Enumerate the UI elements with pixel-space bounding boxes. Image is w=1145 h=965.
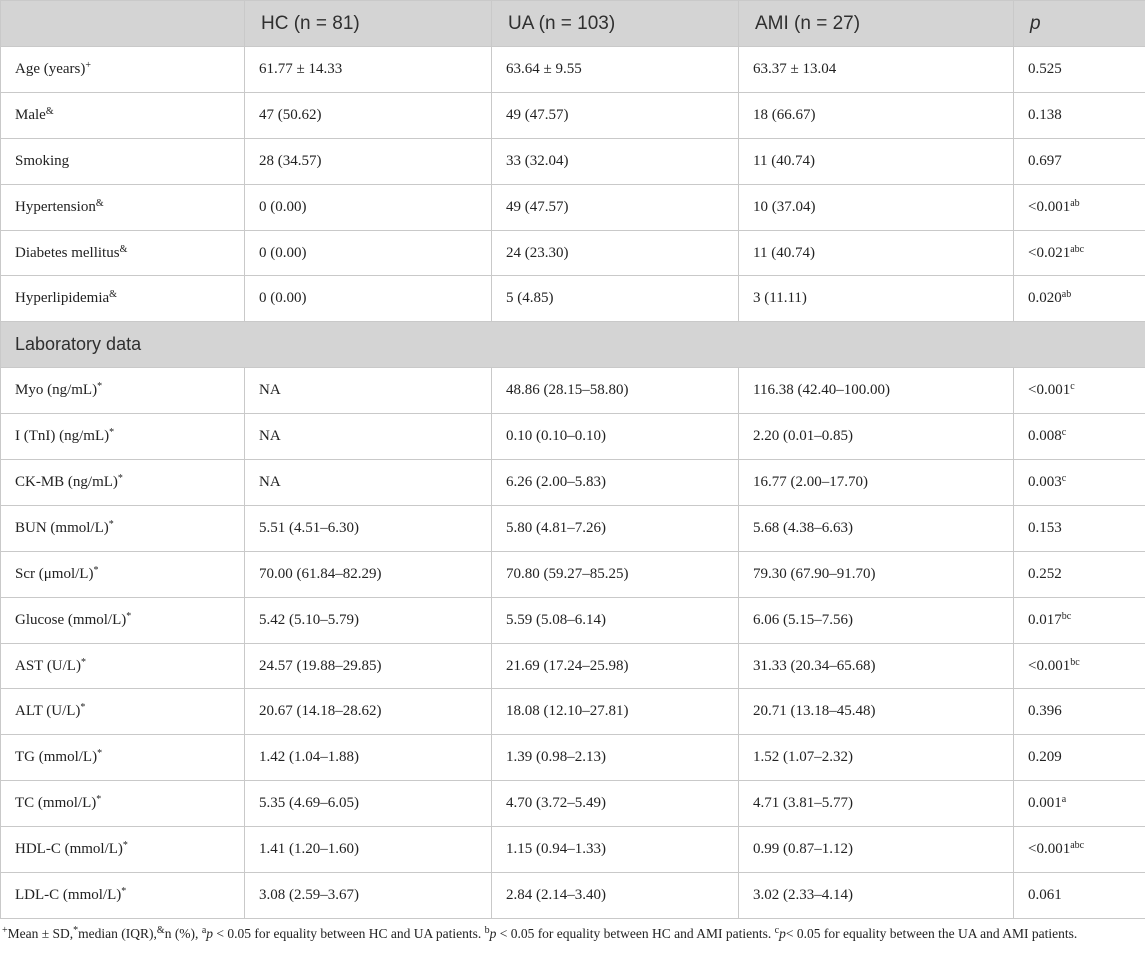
row-label: Male	[15, 106, 46, 123]
ua-value-cell: 63.64 ± 9.55	[492, 47, 739, 93]
footnote-text: < 0.05 for equality between the UA and AMI patients.	[785, 926, 1078, 941]
p-value-cell	[1014, 92, 1145, 138]
ua-value-cell: 0.10 (0.10–0.10)	[492, 414, 739, 460]
table-row	[1, 643, 1145, 689]
ua-value-cell: 4.70 (3.72–5.49)	[492, 781, 739, 827]
header-cell-ami: AMI (n = 27)	[739, 1, 1014, 47]
table-header-row	[1, 1, 1145, 47]
ua-value-cell: 2.84 (2.14–3.40)	[492, 873, 739, 919]
ami-value-cell: 63.37 ± 13.04	[739, 47, 1014, 93]
p-value: 0.138	[1028, 106, 1062, 123]
row-label-cell	[1, 873, 245, 919]
p-value-cell	[1014, 735, 1145, 781]
p-value: 0.396	[1028, 703, 1062, 720]
table-row	[1, 551, 1145, 597]
row-label-mark: *	[108, 518, 114, 530]
row-label-cell	[1, 735, 245, 781]
hc-value-cell: 24.57 (19.88–29.85)	[245, 643, 492, 689]
row-label-cell	[1, 460, 245, 506]
p-value-cell	[1014, 689, 1145, 735]
row-label-mark: +	[85, 59, 92, 71]
footnote-text: Mean ± SD,	[7, 926, 74, 941]
row-label-cell	[1, 414, 245, 460]
ua-value-cell: 24 (23.30)	[492, 230, 739, 276]
ami-value-cell: 79.30 (67.90–91.70)	[739, 551, 1014, 597]
table-row	[1, 47, 1145, 93]
row-label-mark: &	[45, 105, 54, 117]
ami-value-cell: 2.20 (0.01–0.85)	[739, 414, 1014, 460]
p-value-cell	[1014, 276, 1145, 322]
header-cell-ua: UA (n = 103)	[492, 1, 739, 47]
row-label-mark: *	[80, 702, 86, 714]
p-value: 0.008	[1028, 428, 1062, 445]
p-value-superscript: abc	[1070, 243, 1085, 255]
ua-value-cell: 5.80 (4.81–7.26)	[492, 505, 739, 551]
p-value: <0.001	[1028, 657, 1071, 674]
row-label: Hyperlipidemia	[15, 290, 110, 307]
footnote-mark-b: b	[484, 925, 490, 936]
ua-value-cell: 1.15 (0.94–1.33)	[492, 827, 739, 873]
ua-value-cell: 70.80 (59.27–85.25)	[492, 551, 739, 597]
footnote-text: < 0.05 for equality between HC and UA patients.	[213, 926, 485, 941]
row-label-cell	[1, 92, 245, 138]
table-row	[1, 276, 1145, 322]
p-value: 0.209	[1028, 749, 1062, 766]
p-value-cell	[1014, 505, 1145, 551]
p-value-cell	[1014, 551, 1145, 597]
footnote-mark-c: c	[774, 925, 780, 936]
ua-value-cell: 6.26 (2.00–5.83)	[492, 460, 739, 506]
hc-value-cell: NA	[245, 460, 492, 506]
ami-value-cell: 31.33 (20.34–65.68)	[739, 643, 1014, 689]
p-value: <0.001	[1028, 841, 1071, 858]
row-label-cell	[1, 47, 245, 93]
row-label-cell	[1, 643, 245, 689]
ami-value-cell: 11 (40.74)	[739, 138, 1014, 184]
row-label-cell	[1, 689, 245, 735]
footnote-text: < 0.05 for equality between HC and AMI patients.	[496, 926, 775, 941]
header-cell-hc: HC (n = 81)	[245, 1, 492, 47]
row-label-cell	[1, 827, 245, 873]
hc-value-cell: NA	[245, 368, 492, 414]
hc-value-cell: 0 (0.00)	[245, 276, 492, 322]
hc-value-cell: 5.51 (4.51–6.30)	[245, 505, 492, 551]
table-row	[1, 827, 1145, 873]
ua-value-cell: 5 (4.85)	[492, 276, 739, 322]
ami-value-cell: 10 (37.04)	[739, 184, 1014, 230]
row-label-mark: &	[109, 289, 117, 301]
row-label-cell	[1, 276, 245, 322]
footnote-mark-a: a	[201, 925, 207, 936]
p-value: 0.017	[1028, 611, 1062, 628]
p-value-superscript: abc	[1070, 840, 1085, 852]
footnote-text: median (IQR),	[78, 926, 157, 941]
ua-value-cell: 49 (47.57)	[492, 184, 739, 230]
ami-value-cell: 4.71 (3.81–5.77)	[739, 781, 1014, 827]
row-label-mark: &	[119, 243, 128, 255]
ami-value-cell: 20.71 (13.18–45.48)	[739, 689, 1014, 735]
hc-value-cell: 5.42 (5.10–5.79)	[245, 597, 492, 643]
table-row	[1, 781, 1145, 827]
row-label-mark: *	[121, 885, 127, 897]
row-label: TC (mmol/L)	[15, 795, 97, 812]
p-value-superscript: c	[1061, 427, 1067, 439]
p-value-cell	[1014, 643, 1145, 689]
footnote-p: p	[206, 926, 214, 941]
row-label: ALT (U/L)	[15, 703, 81, 720]
row-label-mark: *	[97, 748, 103, 760]
p-value-cell	[1014, 827, 1145, 873]
section-label: Laboratory data	[1, 322, 1145, 368]
footnote-p: p	[779, 926, 786, 941]
table-row	[1, 460, 1145, 506]
row-label-mark: *	[109, 427, 115, 439]
row-label-cell	[1, 505, 245, 551]
footnote-mark-amp: &	[156, 925, 165, 936]
p-value-superscript: a	[1061, 794, 1067, 806]
ami-value-cell: 11 (40.74)	[739, 230, 1014, 276]
p-value: <0.001	[1028, 382, 1071, 399]
p-value-cell	[1014, 230, 1145, 276]
row-label-cell	[1, 781, 245, 827]
table-row	[1, 414, 1145, 460]
row-label: AST (U/L)	[15, 657, 81, 674]
row-label: Smoking	[15, 152, 70, 169]
p-value: 0.697	[1028, 152, 1062, 169]
row-label-mark: *	[97, 381, 103, 393]
p-value-superscript: ab	[1070, 197, 1080, 209]
row-label: Glucose (mmol/L)	[15, 611, 127, 628]
row-label: Scr (μmol/L)	[15, 565, 94, 582]
ua-value-cell: 33 (32.04)	[492, 138, 739, 184]
p-value-cell	[1014, 47, 1145, 93]
table-row	[1, 735, 1145, 781]
row-label-cell	[1, 230, 245, 276]
row-label-mark: *	[126, 610, 132, 622]
ua-value-cell: 48.86 (28.15–58.80)	[492, 368, 739, 414]
footnote-p: p	[489, 926, 497, 941]
ami-value-cell: 3 (11.11)	[739, 276, 1014, 322]
p-value-superscript: bc	[1070, 656, 1080, 668]
hc-value-cell: 47 (50.62)	[245, 92, 492, 138]
hc-value-cell: 20.67 (14.18–28.62)	[245, 689, 492, 735]
p-value-cell	[1014, 597, 1145, 643]
ami-value-cell: 116.38 (42.40–100.00)	[739, 368, 1014, 414]
p-value-cell	[1014, 873, 1145, 919]
hc-value-cell: 0 (0.00)	[245, 230, 492, 276]
table-row	[1, 184, 1145, 230]
p-value: 0.252	[1028, 565, 1062, 582]
hc-value-cell: 5.35 (4.69–6.05)	[245, 781, 492, 827]
table-row	[1, 138, 1145, 184]
ami-value-cell: 3.02 (2.33–4.14)	[739, 873, 1014, 919]
row-label-mark: *	[93, 564, 99, 576]
hc-value-cell: 70.00 (61.84–82.29)	[245, 551, 492, 597]
row-label: TG (mmol/L)	[15, 749, 98, 766]
hc-value-cell: 61.77 ± 14.33	[245, 47, 492, 93]
table-row	[1, 689, 1145, 735]
ami-value-cell: 16.77 (2.00–17.70)	[739, 460, 1014, 506]
p-value: 0.153	[1028, 519, 1062, 536]
ami-value-cell: 6.06 (5.15–7.56)	[739, 597, 1014, 643]
ua-value-cell: 5.59 (5.08–6.14)	[492, 597, 739, 643]
row-label: BUN (mmol/L)	[15, 519, 109, 536]
row-label-mark: *	[96, 794, 102, 806]
p-value: 0.525	[1028, 60, 1062, 77]
row-label-cell	[1, 551, 245, 597]
row-label-cell	[1, 138, 245, 184]
table-footnote	[0, 924, 1102, 944]
row-label-cell	[1, 368, 245, 414]
row-label-cell	[1, 597, 245, 643]
footnote-mark-star: *	[73, 925, 79, 936]
p-value: 0.020	[1028, 290, 1062, 307]
p-value-cell	[1014, 184, 1145, 230]
ami-value-cell: 1.52 (1.07–2.32)	[739, 735, 1014, 781]
hc-value-cell: NA	[245, 414, 492, 460]
ami-value-cell: 18 (66.67)	[739, 92, 1014, 138]
p-value: <0.021	[1028, 244, 1071, 261]
row-label: Diabetes mellitus	[15, 244, 120, 261]
row-label: HDL-C (mmol/L)	[15, 841, 123, 858]
row-label-mark: *	[117, 472, 123, 484]
table-row	[1, 92, 1145, 138]
p-value: 0.003	[1028, 473, 1062, 490]
p-value: 0.061	[1028, 886, 1062, 903]
p-value: 0.001	[1028, 795, 1062, 812]
table-row	[1, 368, 1145, 414]
row-label: LDL-C (mmol/L)	[15, 886, 122, 903]
p-value-superscript: ab	[1061, 289, 1072, 301]
row-label: CK-MB (ng/mL)	[15, 473, 118, 490]
ua-value-cell: 18.08 (12.10–27.81)	[492, 689, 739, 735]
p-value: <0.001	[1028, 198, 1071, 215]
p-value-cell	[1014, 781, 1145, 827]
row-label: Hypertension	[15, 198, 96, 215]
hc-value-cell: 1.42 (1.04–1.88)	[245, 735, 492, 781]
p-value-cell	[1014, 414, 1145, 460]
hc-value-cell: 3.08 (2.59–3.67)	[245, 873, 492, 919]
header-cell-blank	[1, 1, 245, 47]
table-row	[1, 597, 1145, 643]
ami-value-cell: 5.68 (4.38–6.63)	[739, 505, 1014, 551]
header-cell-p: p	[1014, 1, 1145, 47]
hc-value-cell: 0 (0.00)	[245, 184, 492, 230]
p-value-cell	[1014, 368, 1145, 414]
row-label-cell	[1, 184, 245, 230]
row-label: I (TnI) (ng/mL)	[15, 428, 110, 445]
table-row	[1, 873, 1145, 919]
p-value-cell	[1014, 460, 1145, 506]
table-row	[1, 230, 1145, 276]
table-row	[1, 505, 1145, 551]
p-value-superscript: bc	[1061, 610, 1072, 622]
ami-value-cell: 0.99 (0.87–1.12)	[739, 827, 1014, 873]
section-row-laboratory	[1, 322, 1145, 368]
p-value-cell	[1014, 138, 1145, 184]
hc-value-cell: 28 (34.57)	[245, 138, 492, 184]
p-value-superscript: c	[1061, 472, 1067, 484]
p-value-superscript: c	[1070, 381, 1075, 393]
row-label-mark: *	[80, 656, 86, 668]
footnote-mark-plus: +	[2, 925, 8, 936]
row-label: Age (years)	[15, 60, 86, 77]
ua-value-cell: 21.69 (17.24–25.98)	[492, 643, 739, 689]
ua-value-cell: 1.39 (0.98–2.13)	[492, 735, 739, 781]
row-label: Myo (ng/mL)	[15, 382, 98, 399]
ua-value-cell: 49 (47.57)	[492, 92, 739, 138]
hc-value-cell: 1.41 (1.20–1.60)	[245, 827, 492, 873]
footnote-text: n (%),	[164, 926, 202, 941]
row-label-mark: &	[95, 197, 104, 209]
row-label-mark: *	[122, 840, 128, 852]
